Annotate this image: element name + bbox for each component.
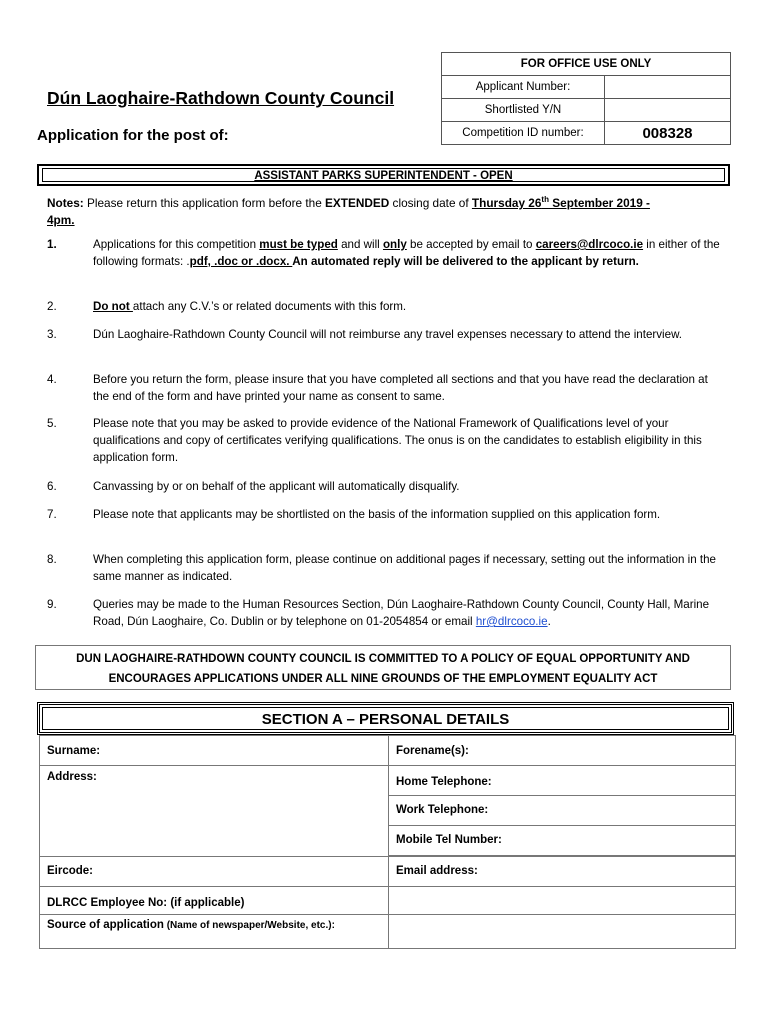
notes [47,191,717,229]
list-item-1: 1. Applications for this competition must be typed and will only be accepted by email to careers@dlrcoco.ie in either of the following formats: .pdf, .doc or .docx. An automated reply will be delivered to the applicant by return. [47,238,720,268]
shortlisted-label: Shortlisted Y/N [442,99,605,122]
list-item-9: 9. Queries may be made to the Human Resources Section, Dún Laoghaire-Rathdown County Council, County Hall, Marine Road, Dún Laoghaire, Co. Dublin or by telephone on 01-2054854 or email hr@dlrcoco.ie. [47,598,710,628]
personal-details-table [39,735,736,949]
applicant-number-label: Applicant Number: [442,76,605,99]
employee-number-value[interactable] [389,887,736,915]
list-item-6: 6. Canvassing by or on behalf of the applicant will automatically disqualify. [47,480,460,493]
competition-id-value: 008328 [605,122,731,145]
list-item-4: 4. Before you return the form, please insure that you have completed all sections and that you have read the declaration at the end of the form and have printed your name as consent to same. [47,373,708,403]
home-telephone-field[interactable]: Home Telephone: [389,766,736,796]
applicant-number-value [605,76,731,99]
hr-email-link[interactable]: hr@dlrcoco.ie [475,615,548,628]
forename-field[interactable]: Forename(s): [389,736,736,766]
list-item-8: 8. When completing this application form, please continue on additional pages if necessary, setting out the information in the same manner as indicated. [47,553,716,583]
email-address-field[interactable]: Email address: [389,857,736,887]
source-of-application-value[interactable] [389,915,736,949]
surname-field[interactable]: Surname: [40,736,389,766]
careers-email-link[interactable]: careers@dlrcoco.ie [535,238,644,251]
council-title: Dún Laoghaire-Rathdown County Council [47,88,395,108]
work-telephone-field[interactable]: Work Telephone: [389,796,736,826]
list-item-2: 2. Do not attach any C.V.’s or related documents with this form. [47,300,407,313]
address-field[interactable]: Address: [40,766,389,857]
mobile-telephone-field[interactable]: Mobile Tel Number: [389,826,736,856]
list-item-7: 7. Please note that applicants may be shortlisted on the basis of the information supplied on this application form. [47,508,661,521]
list-item-3: 3. Dún Laoghaire-Rathdown County Council will not reimburse any travel expenses necessary to attend the interview. [47,328,683,341]
notes-extended: EXTENDED [325,195,390,210]
notes-label: Notes: [47,195,84,210]
list-item-5: 5. Please note that you may be asked to provide evidence of the National Framework of Qualifications level of your qualifications and copy of certificates verifying qualifications. The onus is on the candidates to establish eligibility in this application form. [47,417,702,464]
section-a-header [37,702,734,735]
notes-text-1: Please return this application form before the [83,195,326,210]
source-of-application-field[interactable]: Source of application (Name of newspaper/Website, etc.): [40,915,389,949]
shortlisted-value [605,99,731,122]
post-title-box [37,164,730,186]
notes-text-2: closing date of [389,195,472,210]
eircode-field[interactable]: Eircode: [40,857,389,887]
office-use-box [441,52,731,145]
notes-date: Thursday 26th September 2019 - 4pm. [47,195,650,227]
post-label: Application for the post of: [37,127,229,144]
employee-number-field[interactable]: DLRCC Employee No: (if applicable) [40,887,389,915]
section-a-title: SECTION A – PERSONAL DETAILS [42,707,729,730]
competition-id-label: Competition ID number: [442,122,605,145]
equality-statement: DUN LAOGHAIRE-RATHDOWN COUNTY COUNCIL IS COMMITTED TO A POLICY OF EQUAL OPPORTUNITY AND ENCOURAGES APPLICATIONS UNDER ALL NINE GROUNDS OF THE EMPLOYMENT EQUALITY ACT [35,645,731,690]
office-use-heading: FOR OFFICE USE ONLY [442,53,731,76]
post-title: ASSISTANT PARKS SUPERINTENDENT - OPEN [42,168,725,182]
